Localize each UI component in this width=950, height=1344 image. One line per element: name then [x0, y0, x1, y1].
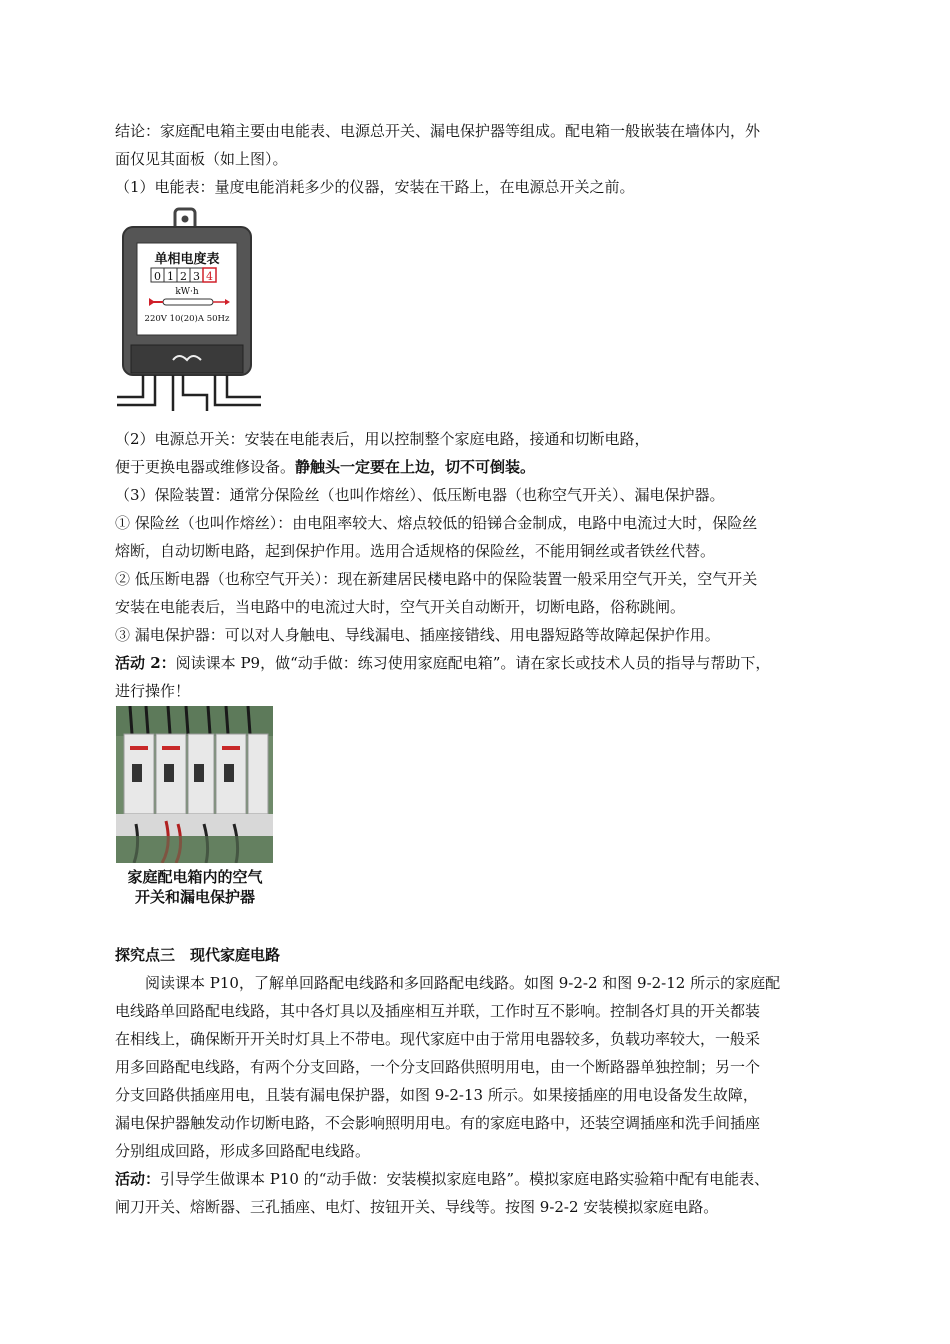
meter-digit: 3: [193, 270, 200, 283]
paragraph-protection: （3）保险装置：通常分保险丝（也叫作熔丝）、低压断电器（也称空气开关）、漏电保护器。: [115, 486, 725, 504]
paragraph-main-switch-2: [115, 456, 855, 478]
meter-title: 单相电度表: [154, 252, 220, 267]
electric-meter-illustration: [115, 205, 265, 420]
meter-digit: 4: [206, 270, 213, 283]
paragraph-activity-2-2: 进行操作！: [115, 682, 191, 700]
paragraph-circuit-5: 分支回路供插座用电，且装有漏电保护器，如图 9-2-13 所示。如果接插座的用电设备发生故障，: [115, 1086, 758, 1104]
meter-digit: 2: [180, 270, 187, 283]
paragraph-activity-2-1: [115, 652, 855, 674]
paragraph-circuit-7: 分别组成回路，形成多回路配电线路。: [115, 1142, 371, 1160]
paragraph-breaker-2: 安装在电能表后，当电路中的电流过大时，空气开关自动断开，切断电路，俗称跳闸。: [115, 598, 686, 616]
section-heading: 探究点三 现代家庭电路: [115, 946, 281, 964]
photo-caption-line-2: 开关和漏电保护器: [134, 888, 255, 906]
text-normal: 便于更换电器或维修设备。: [115, 458, 296, 476]
meter-digit: 1: [167, 270, 174, 283]
paragraph-conclusion-2: 面仅见其面板（如上图）。: [115, 150, 288, 168]
paragraph-activity-1: [115, 1168, 855, 1190]
paragraph-fuse-1: ① 保险丝（也叫作熔丝）：由电阻率较大、熔点较低的铅锑合金制成，电路中电流过大时，保险丝: [115, 514, 758, 532]
activity-text: 阅读课本 P9，做“动手做：练习使用家庭配电箱”。请在家长或技术人员的指导与帮助下，: [175, 654, 771, 672]
meter-rating: 220V 10(20)A 50Hz: [144, 314, 230, 324]
paragraph-circuit-3: 在相线上，确保断开开关时灯具上不带电。现代家庭中由于常用电器较多，负载功率较大，一般采: [115, 1030, 761, 1048]
paragraph-activity-2: 闸刀开关、熔断器、三孔插座、电灯、按钮开关、导线等。按图 9-2-2 安装模拟家庭电路。: [115, 1198, 719, 1216]
paragraph-conclusion-1: 结论：家庭配电箱主要由电能表、电源总开关、漏电保护器等组成。配电箱一般嵌装在墙体内，外: [115, 122, 761, 140]
activity-label: 活动 2：: [115, 654, 176, 672]
paragraph-circuit-4: 用多回路配电线路，有两个分支回路，一个分支回路供照明用电，由一个断路器单独控制；另一个: [115, 1058, 761, 1076]
activity-label: 活动：: [115, 1170, 161, 1188]
paragraph-breaker-1: ② 低压断电器（也称空气开关）：现在新建居民楼电路中的保险装置一般采用空气开关，空气开关: [115, 570, 758, 588]
paragraph-circuit-2: 电线路单回路配电线路，其中各灯具以及插座相互并联，工作时互不影响。控制各灯具的开关都装: [115, 1002, 761, 1020]
paragraph-circuit-1: 阅读课本 P10，了解单回路配电线路和多回路配电线路。如图 9-2-2 和图 9-2-12 所示的家庭配: [145, 974, 781, 992]
paragraph-leakage-protector: ③ 漏电保护器：可以对人身触电、导线漏电、插座接错线、用电器短路等故障起保护作用。: [115, 626, 720, 644]
meter-unit: kW·h: [175, 287, 199, 297]
paragraph-fuse-2: 熔断，自动切断电路，起到保护作用。选用合适规格的保险丝，不能用铜丝或者铁丝代替。: [115, 542, 716, 560]
distribution-box-photo: [116, 706, 273, 863]
text-bold-warning: 静触头一定要在上边，切不可倒装。: [295, 458, 536, 476]
paragraph-main-switch-1: （2）电源总开关：安装在电能表后，用以控制整个家庭电路，接通和切断电路，: [115, 430, 650, 448]
paragraph-meter: （1）电能表：量度电能消耗多少的仪器，安装在干路上，在电源总开关之前。: [115, 178, 635, 196]
paragraph-circuit-6: 漏电保护器触发动作切断电路，不会影响照明用电。有的家庭电路中，还装空调插座和洗手间插座: [115, 1114, 761, 1132]
meter-digit: 0: [154, 270, 161, 283]
photo-caption-line-1: 家庭配电箱内的空气: [127, 868, 263, 886]
activity-text: 引导学生做课本 P10 的“动手做：安装模拟家庭电路”。模拟家庭电路实验箱中配有电能表、: [160, 1170, 770, 1188]
